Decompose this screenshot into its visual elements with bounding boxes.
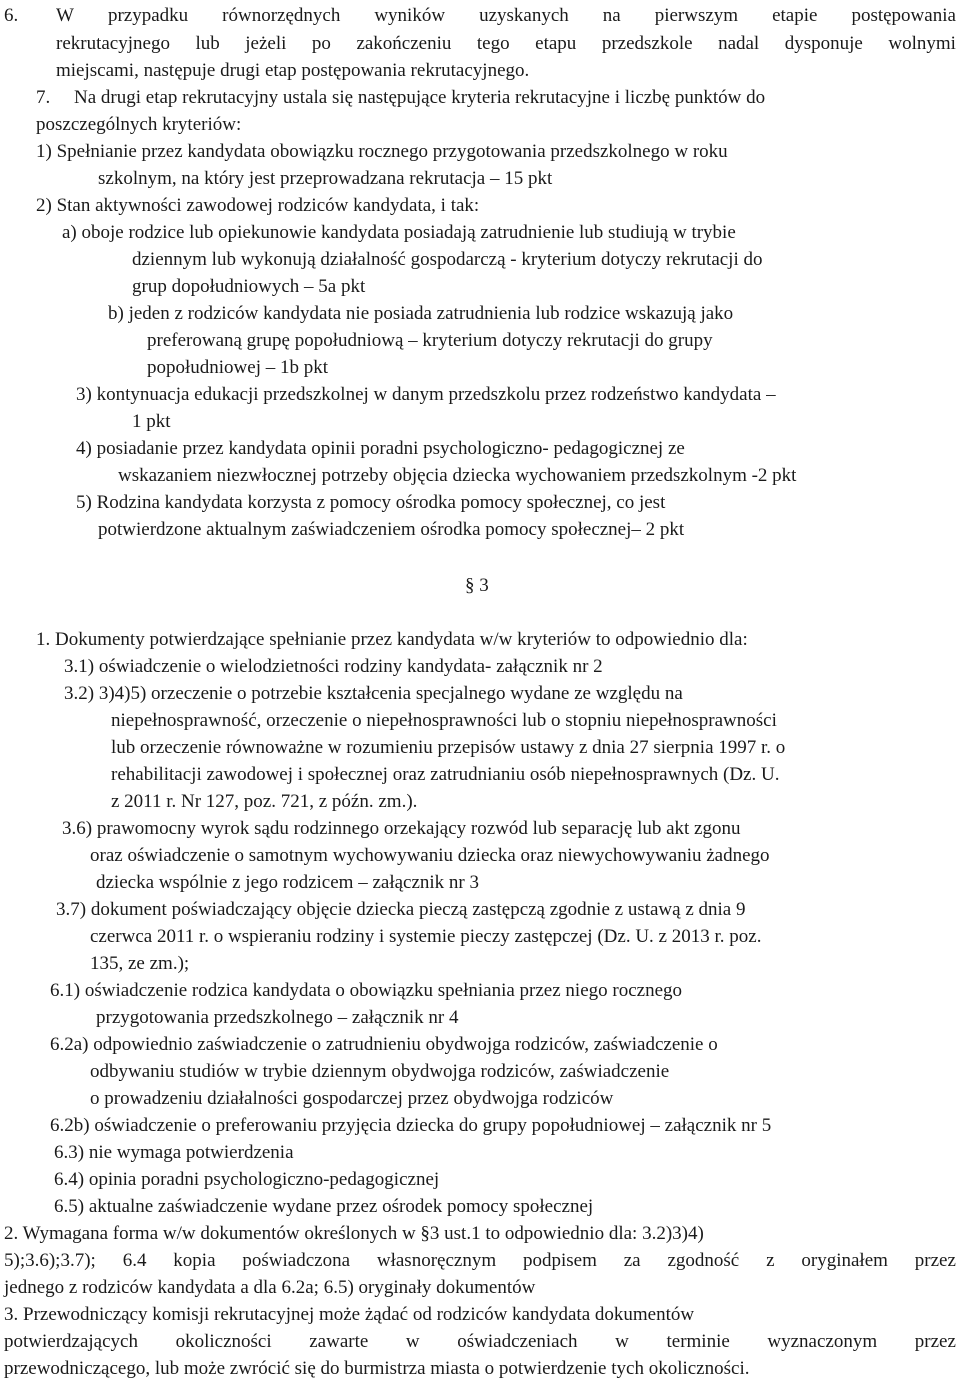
criterion-4-line-1: 4) posiadanie przez kandydata opinii poradni psychologiczno- pedagogicznej ze	[76, 438, 685, 459]
word: etapie	[772, 5, 818, 26]
word: oryginałem	[801, 1250, 888, 1271]
criterion-3-line-1: 3) kontynuacja edukacji przedszkolnej w danym przedszkolu przez rodzeństwo kandydata –	[76, 384, 776, 405]
word: wyników	[374, 5, 446, 26]
section-heading: § 3	[465, 575, 489, 596]
word: na	[602, 5, 621, 26]
item-6-1-line-2: przygotowania przedszkolnego – załącznik nr 4	[96, 1007, 459, 1028]
criterion-2b-line-1: b) jeden z rodziców kandydata nie posiada zatrudnienia lub rodzice wskazują jako	[108, 303, 734, 324]
criterion-1-line-1: 1) Spełnianie przez kandydata obowiązku rocznego przygotowania przedszkolnego w roku	[36, 141, 728, 162]
criterion-2b-line-3: popołudniowej – 1b pkt	[147, 357, 329, 378]
p6-line-2	[56, 32, 956, 56]
s3-point-2-line-2	[4, 1249, 956, 1273]
word: przedszkole	[601, 33, 693, 54]
criterion-2a-line-1: a) oboje rodzice lub opiekunowie kandydata posiadają zatrudnienie lub studiują w trybie	[62, 222, 736, 243]
item-6-4: 6.4) opinia poradni psychologiczno-pedagogicznej	[54, 1169, 440, 1190]
word: tego	[476, 33, 510, 54]
word: wyznaczonym	[767, 1331, 878, 1352]
s3-point-1-line: 1. Dokumenty potwierdzające spełnianie przez kandydata w/w kryteriów to odpowiednio dla:	[36, 629, 748, 650]
word: przez	[914, 1331, 956, 1352]
word: rekrutacyjnego	[56, 33, 170, 54]
item-3-6-line-3: dziecka wspólnie z jego rodzicem – załącznik nr 3	[96, 872, 479, 893]
word: lub	[195, 33, 220, 54]
word: wolnymi	[888, 33, 956, 54]
word: uzyskanych	[479, 5, 569, 26]
item-3-2-line-1: 3.2) 3)4)5) orzeczenie o potrzebie kształcenia specjalnego wydane ze względu na	[64, 683, 683, 704]
criterion-2a-line-2: dziennym lub wykonują działalność gospodarczą - kryterium dotyczy rekrutacji do	[132, 249, 763, 270]
word: przez	[914, 1250, 956, 1271]
p6-line-1	[56, 4, 956, 28]
p6-number: 6.	[4, 5, 19, 26]
s3-point-2-line-1: 2. Wymagana forma w/w dokumentów określonych w §3 ust.1 to odpowiednio dla: 3.2)3)4)	[4, 1223, 704, 1244]
item-3-7-line-1: 3.7) dokument poświadczający objęcie dziecka pieczą zastępczą zgodnie z ustawą z dnia 9	[56, 899, 746, 920]
item-3-6-line-2: oraz oświadczenie o samotnym wychowywaniu dziecka oraz niewychowywaniu żadnego	[90, 845, 770, 866]
word: w	[615, 1331, 629, 1352]
word: za	[623, 1250, 641, 1271]
word: 6.4	[122, 1250, 147, 1271]
word: równorzędnych	[222, 5, 341, 26]
word: przypadku	[107, 5, 189, 26]
p7-number: 7.	[36, 87, 51, 108]
word: w	[405, 1331, 420, 1352]
item-3-2-line-4: rehabilitacji zawodowej i społecznej oraz zatrudnianiu osób niepełnosprawnych (Dz. U.	[111, 764, 780, 785]
item-3-6-line-1: 3.6) prawomocny wyrok sądu rodzinnego orzekający rozwód lub separację lub akt zgonu	[62, 818, 741, 839]
item-6-2a-line-2: odbywaniu studiów w trybie dziennym obydwojga rodziców, zaświadczenie	[90, 1061, 670, 1082]
word: kopia	[173, 1250, 216, 1271]
word: poświadczona	[242, 1250, 351, 1271]
word: pierwszym	[654, 5, 739, 26]
criterion-5-line-1: 5) Rodzina kandydata korzysta z pomocy ośrodka pomocy społecznej, co jest	[76, 492, 666, 513]
item-3-7-line-3: 135, ze zm.);	[90, 953, 190, 974]
criterion-2b-line-2: preferowaną grupę popołudniową – kryterium dotyczy rekrutacji do grupy	[147, 330, 713, 351]
word: dysponuje	[784, 33, 863, 54]
item-3-7-line-2: czerwca 2011 r. o wspieraniu rodziny i systemie pieczy zastępczej (Dz. U. z 2013 r. poz.	[90, 926, 762, 947]
word: nadal	[718, 33, 760, 54]
s3-point-2-line-3: jednego z rodziców kandydata a dla 6.2a; 6.5) oryginały dokumentów	[4, 1277, 536, 1298]
word: etapu	[535, 33, 577, 54]
word: zawarte	[309, 1331, 369, 1352]
word: podpisem	[522, 1250, 597, 1271]
word: po	[311, 33, 331, 54]
item-3-2-line-2: niepełnosprawność, orzeczenie o niepełnosprawności lub o stopniu niepełnosprawności	[111, 710, 777, 731]
word: 5);3.6);3.7);	[4, 1250, 96, 1271]
criterion-2a-line-3: grup dopołudniowych – 5a pkt	[132, 276, 366, 297]
word: potwierdzających	[4, 1331, 138, 1352]
criterion-3-line-2: 1 pkt	[132, 411, 171, 432]
p6-line-3: miejscami, następuje drugi etap postępowania rekrutacyjnego.	[56, 60, 530, 81]
criterion-1-line-2: szkolnym, na który jest przeprowadzana rekrutacja – 15 pkt	[98, 168, 553, 189]
item-6-1-line-1: 6.1) oświadczenie rodzica kandydata o obowiązku spełniania przez niego rocznego	[50, 980, 683, 1001]
item-6-2b: 6.2b) oświadczenie o preferowaniu przyjęcia dziecka do grupy popołudniowej – załącznik nr 5	[50, 1115, 772, 1136]
p7-line-2: poszczególnych kryteriów:	[36, 114, 242, 135]
item-6-2a-line-1: 6.2a) odpowiednio zaświadczenie o zatrudnieniu obydwojga rodziców, zaświadczenie o	[50, 1034, 718, 1055]
item-3-2-line-3: lub orzeczenie równoważne w rozumieniu przepisów ustawy z dnia 27 sierpnia 1997 r. o	[111, 737, 786, 758]
s3-point-3-line-3: przewodniczącego, lub może zwrócić się do burmistrza miasta o potwierdzenie tych okoliczności.	[4, 1358, 750, 1379]
word: własnoręcznym	[376, 1250, 497, 1271]
s3-point-3-line-2	[4, 1330, 956, 1354]
p7-line-1: Na drugi etap rekrutacyjny ustala się następujące kryteria rekrutacyjne i liczbę punktów do	[74, 87, 766, 108]
item-6-5: 6.5) aktualne zaświadczenie wydane przez ośrodek pomocy społecznej	[54, 1196, 594, 1217]
word: postępowania	[851, 5, 956, 26]
item-3-1: 3.1) oświadczenie o wielodzietności rodziny kandydata- załącznik nr 2	[64, 656, 603, 677]
word: zakończeniu	[356, 33, 452, 54]
word: zgodność	[667, 1250, 740, 1271]
criterion-2-line-1: 2) Stan aktywności zawodowej rodziców kandydata, i tak:	[36, 195, 480, 216]
criterion-5-line-2: potwierdzone aktualnym zaświadczeniem ośrodka pomocy społecznej– 2 pkt	[98, 519, 685, 540]
word: z	[766, 1250, 775, 1271]
word: W	[56, 5, 74, 26]
s3-point-3-line-1: 3. Przewodniczący komisji rekrutacyjnej może żądać od rodziców kandydata dokumentów	[4, 1304, 695, 1325]
word: jeżeli	[245, 33, 287, 54]
word: terminie	[666, 1331, 730, 1352]
criterion-4-line-2: wskazaniem niezwłocznej potrzeby objęcia dziecka wychowaniem przedszkolnym -2 pkt	[118, 465, 797, 486]
item-3-2-line-5: z 2011 r. Nr 127, poz. 721, z późn. zm.).	[111, 791, 418, 812]
item-6-2a-line-3: o prowadzeniu działalności gospodarczej przez obydwojga rodziców	[90, 1088, 614, 1109]
word: okoliczności	[175, 1331, 272, 1352]
word: oświadczeniach	[457, 1331, 578, 1352]
item-6-3: 6.3) nie wymaga potwierdzenia	[54, 1142, 294, 1163]
